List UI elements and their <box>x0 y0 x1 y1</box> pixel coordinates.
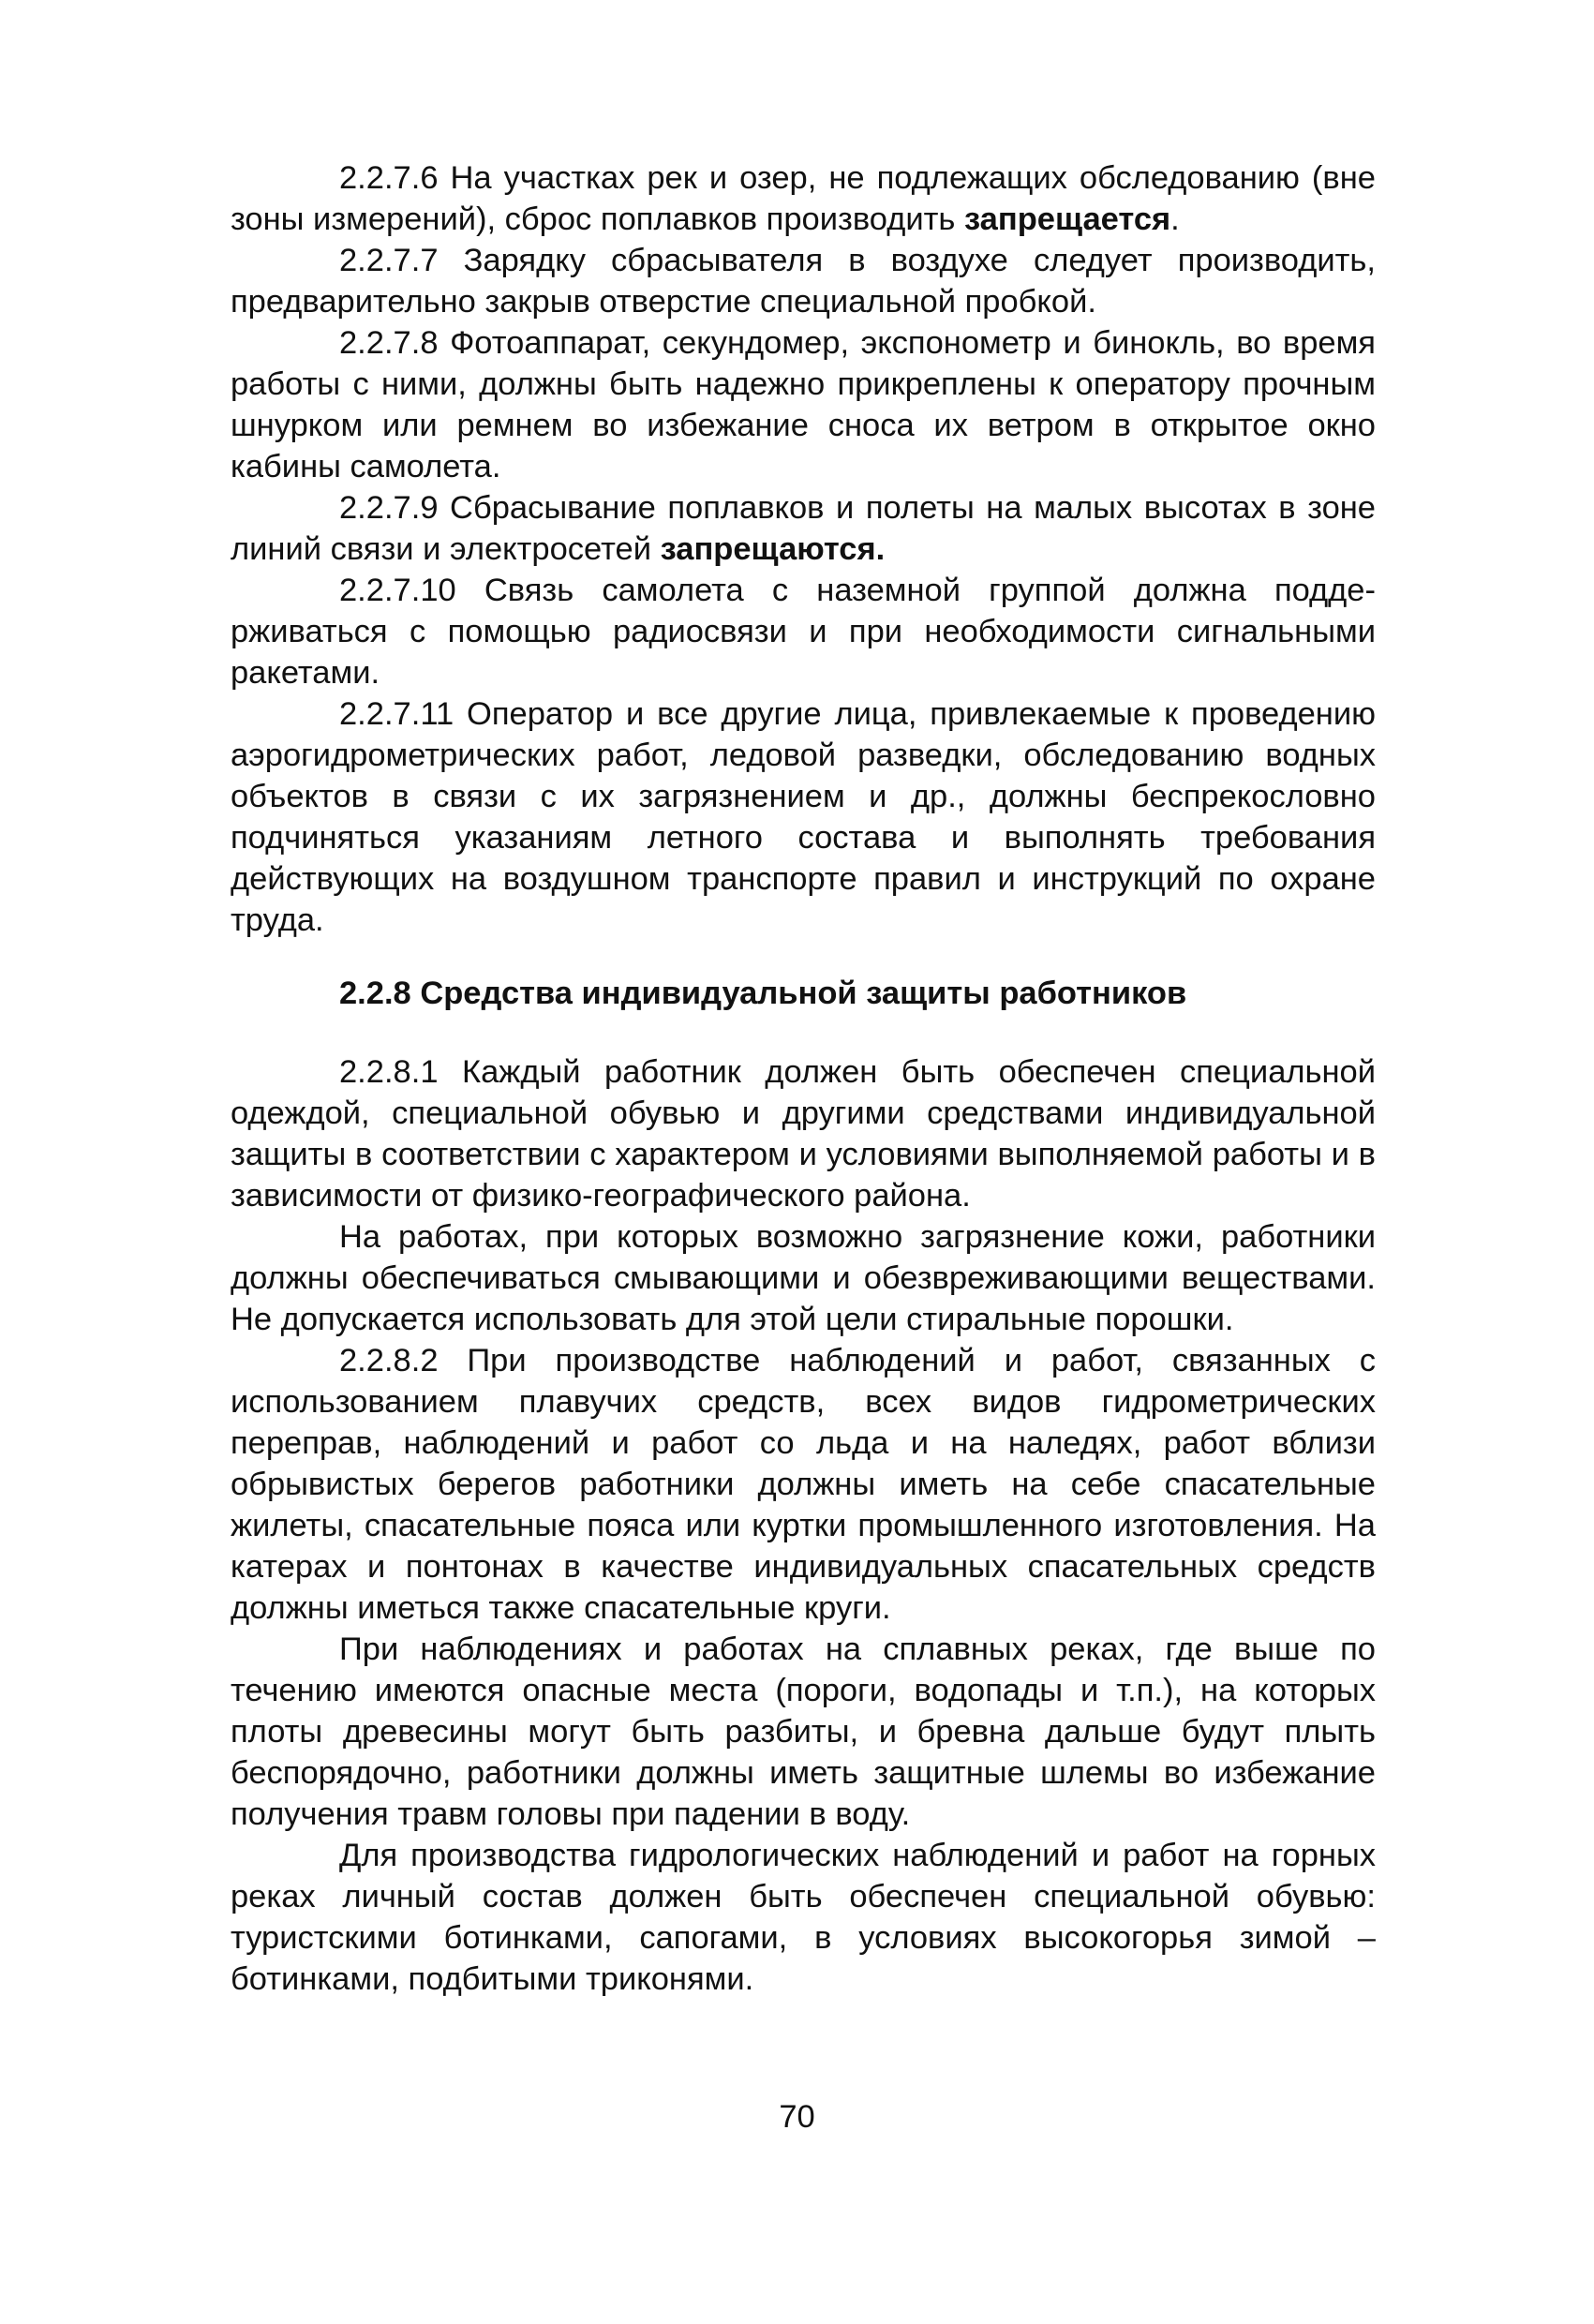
bold-emphasis: запрещается <box>963 201 1171 237</box>
paragraph-2-2-7-8: 2.2.7.8 Фотоаппарат, секундомер, экспонометр и бинокль, во время работы с ними, должны быть надежно прикреплены к оператору прочным шнурком или ремнем во избежание сноса их ветром в открытое окно кабины самолета. <box>231 325 1376 484</box>
paragraph-2-2-7-6 <box>231 157 1376 240</box>
paragraph-mountain-rivers: Для производства гидрологических наблюдений и работ на горных реках личный состав должен быть обеспечен специальной обувью: туристскими ботинками, сапогами, в условиях высокогорья зимой – ботинками, подбитыми триконями. <box>231 1838 1376 1997</box>
paragraph-2-2-7-10: 2.2.7.10 Связь самолета с наземной группой должна поддерживаться с помощью радиосвязи и при необходимости сигнальными ракетами. <box>231 573 1376 691</box>
paragraph-rafting-rivers: При наблюдениях и работах на сплавных реках, где выше по течению имеются опасные места (пороги, водопады и т.п.), на которых плоты древесины могут быть разбиты, и бревна дальше будут плыть беспорядочно, работники должны иметь защитные шлемы во избежание получения травм головы при падении в воду. <box>231 1631 1376 1832</box>
paragraph-2-2-8-1: 2.2.8.1 Каждый работник должен быть обеспечен специальной одеждой, специальной обувью и другими средствами индивидуальной защиты в соответствии с характером и условиями выполняемой работы и в зависимости от физико-географического района. <box>231 1054 1376 1214</box>
section-heading-2-2-8: 2.2.8 Средства индивидуальной защиты работников <box>339 976 1187 1011</box>
page-number: 70 <box>779 2099 815 2135</box>
paragraph-text: 2.2.7.6 На участках рек и озер, не подлежащих обследованию (вне зоны измерений), сброс поплавков производить <box>231 160 1376 237</box>
page-body <box>231 157 1376 2000</box>
paragraph-tail: . <box>1170 201 1180 237</box>
paragraph-text: 2.2.7.9 Сбрасывание поплавков и полеты на малых высотах в зоне линий связи и электросетей <box>231 490 1376 567</box>
paragraph-skin-protection: На работах, при которых возможно загрязнение кожи, работники должны обеспечиваться смывающими и обезвреживающими веществами. Не допускается использовать для этой цели стиральные порошки. <box>231 1219 1376 1337</box>
paragraph-2-2-7-11: 2.2.7.11 Оператор и все другие лица, привлекаемые к проведению аэрогидрометрических работ, ледовой разведки, обследованию водных объектов в связи с их загрязнением и др., должны беспрекословно подчиняться указаниям летного состава и выполнять требования действующих на воздушном транспорте правил и инструкций по охране труда. <box>231 696 1376 938</box>
paragraph-2-2-7-7: 2.2.7.7 Зарядку сбрасывателя в воздухе следует производить, предварительно закрыв отверстие специальной пробкой. <box>231 243 1376 320</box>
paragraph-2-2-7-9 <box>231 487 1376 570</box>
bold-emphasis: запрещаются. <box>660 531 886 567</box>
paragraph-2-2-8-2: 2.2.8.2 При производстве наблюдений и работ, связанных с использованием плавучих средств, всех видов гидрометрических переправ, наблюдений и работ со льда и на наледях, работ вблизи обрывистых берегов работники должны иметь на себе спасательные жилеты, спасательные пояса или куртки промышленного изготовления. На катерах и понтонах в качестве индивидуальных спасательных средств должны иметься также спасательные круги. <box>231 1343 1376 1626</box>
